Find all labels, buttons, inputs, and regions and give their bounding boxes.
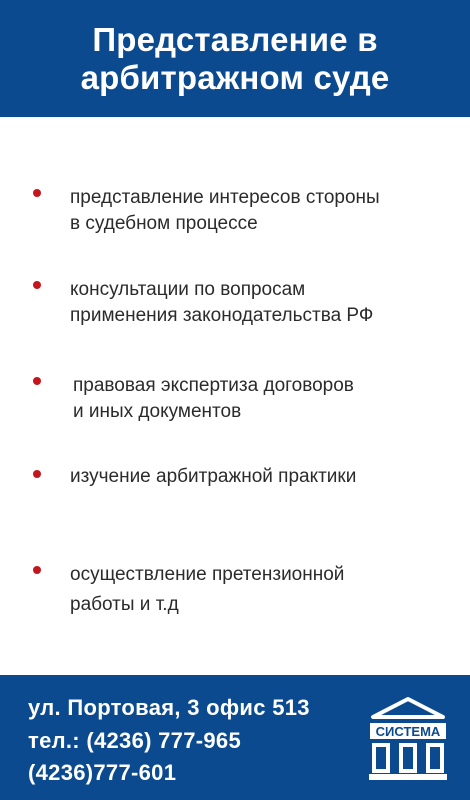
service-item-text: изучение арбитражной практики — [70, 466, 357, 487]
footer-contacts — [0, 675, 470, 800]
service-item-text: представление интересов стороны в судебном процессе — [70, 187, 380, 234]
header-banner — [0, 0, 470, 117]
bullet-dot-icon — [33, 281, 41, 289]
bullet-dot-icon — [33, 470, 41, 478]
services-list — [0, 117, 470, 675]
service-item-text: правовая экспертиза договоров и иных документов — [73, 375, 354, 422]
service-item-text: консультации по вопросам применения законодательства РФ — [70, 279, 374, 326]
bullet-dot-icon — [33, 566, 41, 574]
logo-name: СИСТЕМА — [375, 724, 441, 739]
service-item-text: осуществление претензионной работы и т.д — [70, 564, 345, 615]
address-text: ул. Портовая, 3 офис 513 — [28, 695, 310, 720]
company-logo — [368, 695, 448, 785]
page-title-line-2: арбитражном суде — [80, 58, 390, 96]
page-title-line-1: Представление в — [92, 20, 378, 58]
phone-text-1: тел.: (4236) 777-965 — [28, 728, 241, 753]
bullet-dot-icon — [33, 189, 41, 197]
bullet-dot-icon — [33, 377, 41, 385]
phone-text-2: (4236)777-601 — [28, 760, 177, 785]
